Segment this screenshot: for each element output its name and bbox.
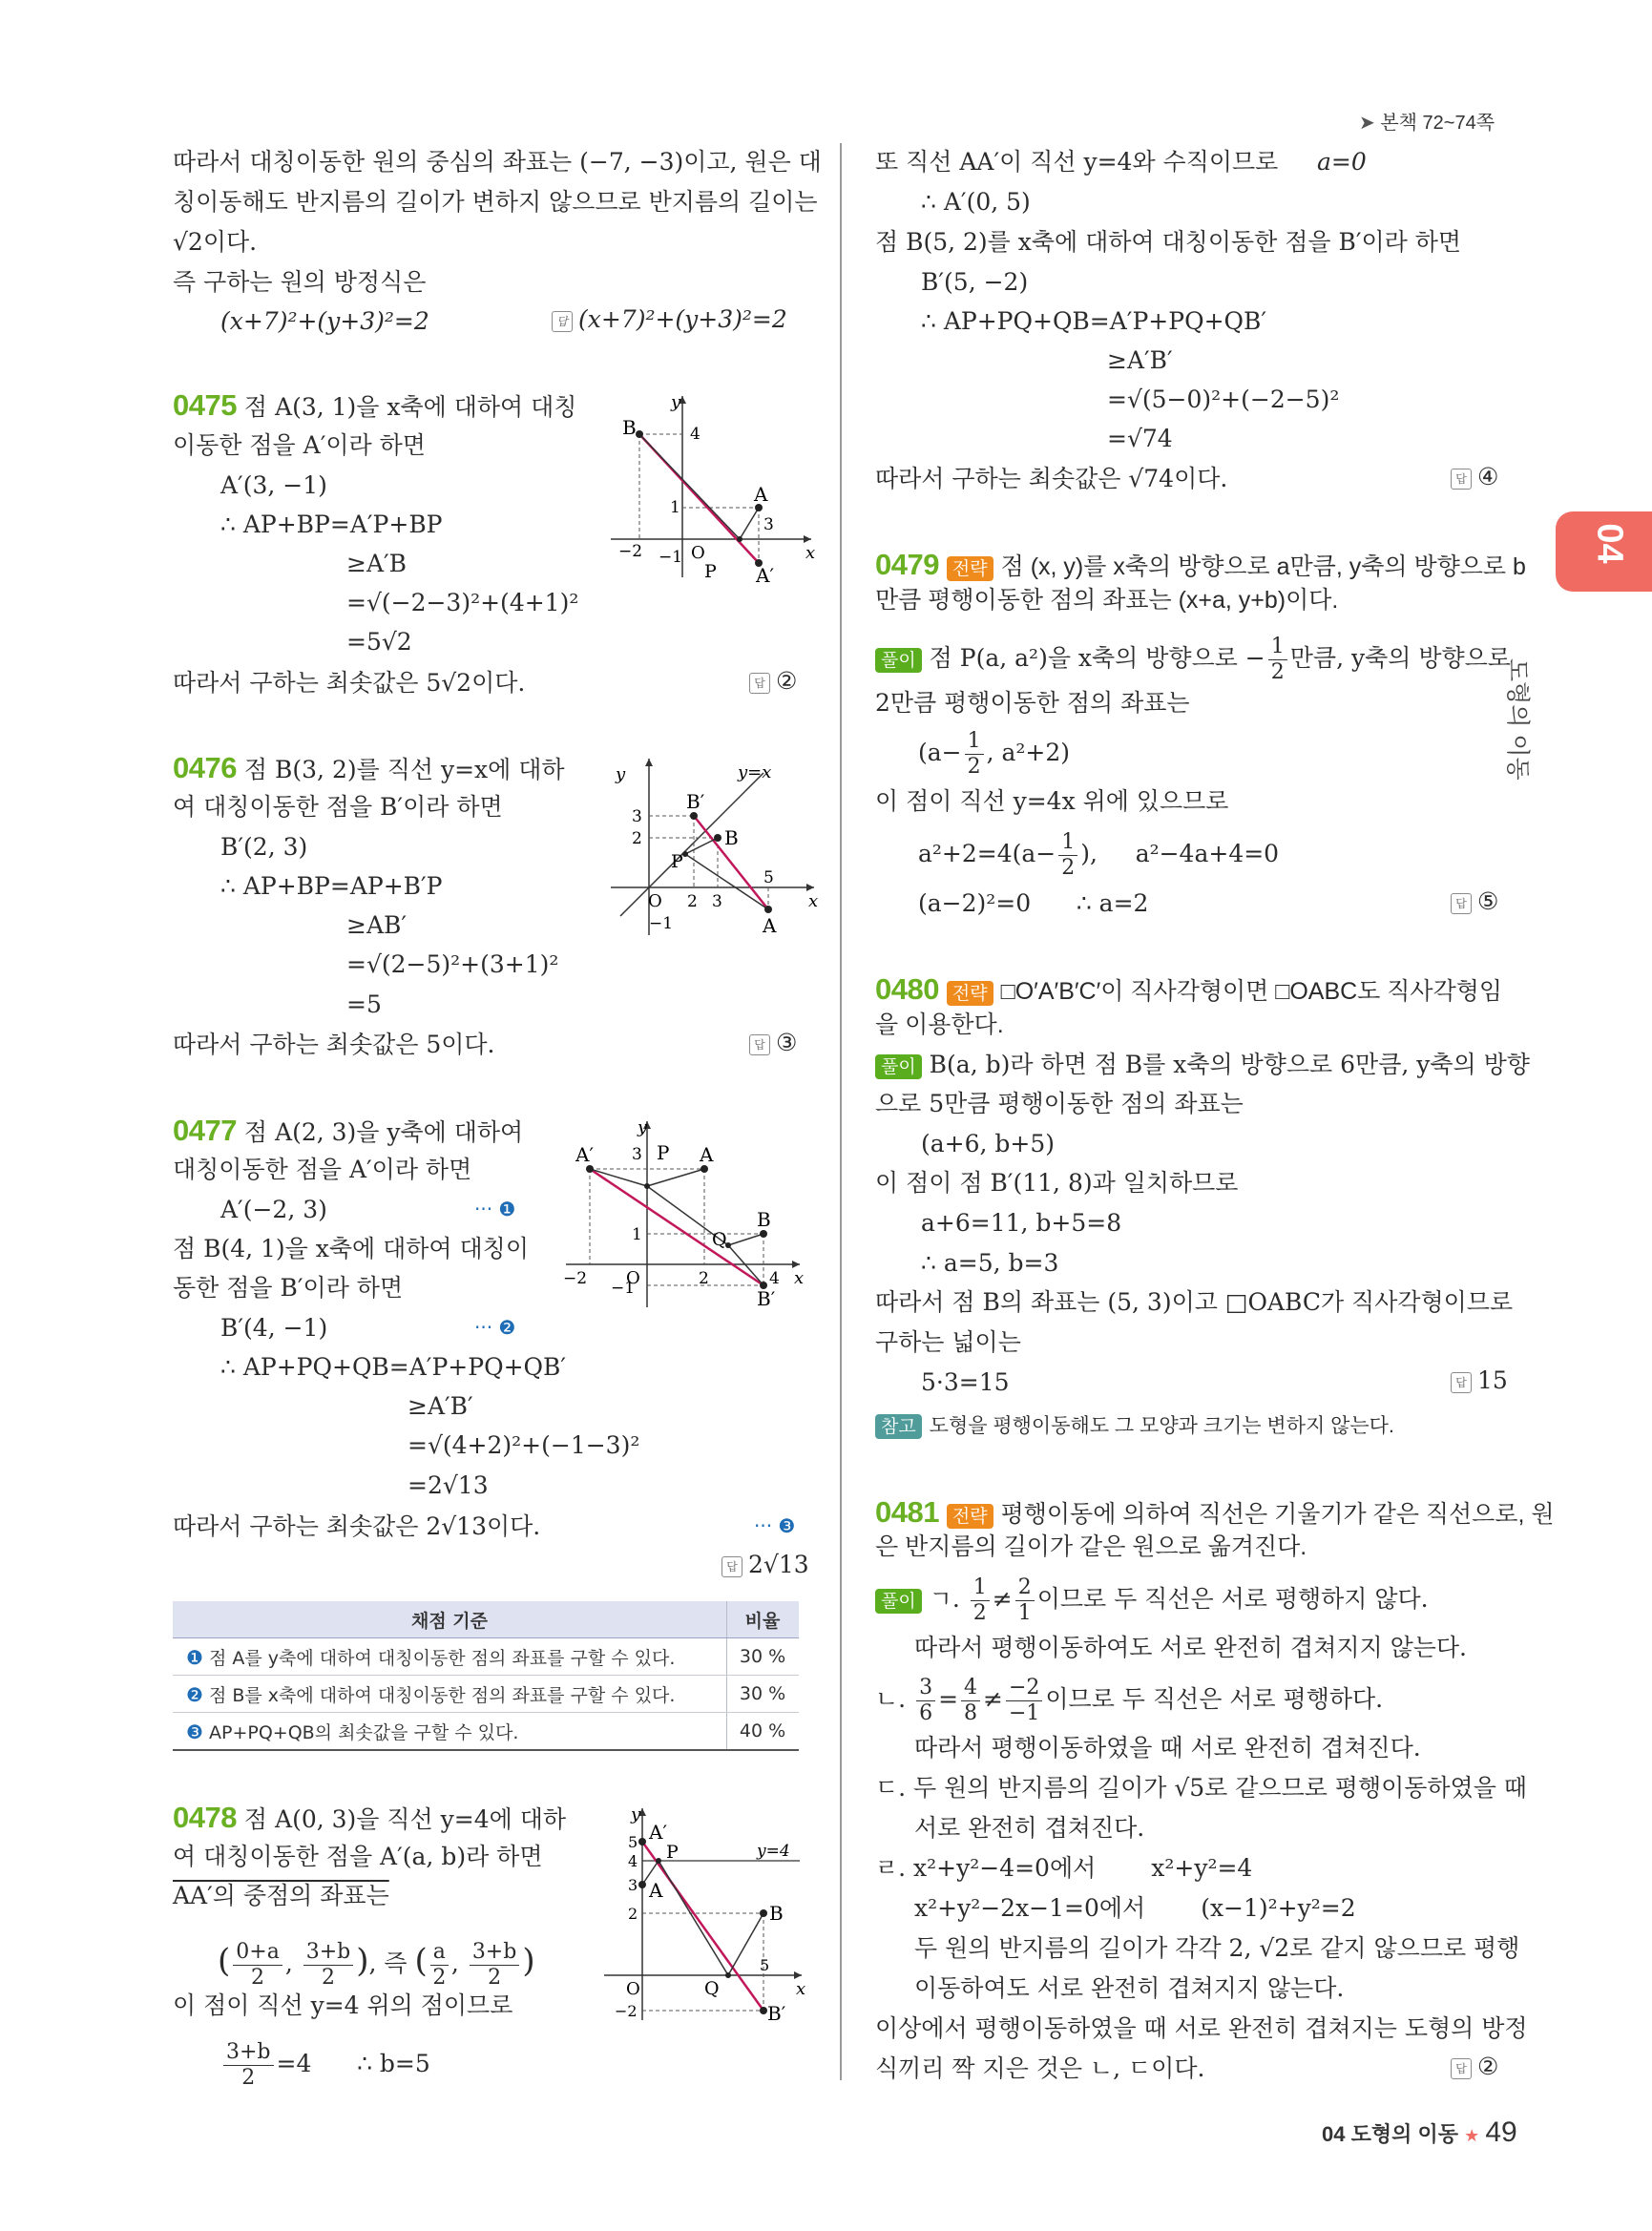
- svg-text:5: 5: [628, 1833, 638, 1851]
- problem-0480-note: 참고 도형을 평행이동해도 그 모양과 크기는 변하지 않는다.: [875, 1408, 1394, 1443]
- y-axis-label: y: [671, 392, 681, 412]
- problem-0475-figure: [601, 386, 821, 587]
- intro-line-4: 즉 구하는 원의 방정식은: [173, 268, 427, 296]
- svg-text:A′: A′: [575, 1143, 594, 1166]
- problem-0479-sol-5: a²+2=4(a− $\frac{1}{2}$ ), a²−4a+4=0: [918, 830, 1280, 880]
- problem-0479-sol-4: 이 점이 직선 y=4x 위에 있으므로: [875, 787, 1229, 815]
- cont-line-1: 또 직선 AA′이 직선 y=4와 수직이므로: [875, 148, 1279, 176]
- table-row: ❸ AP+PQ+QB의 최솟값을 구할 수 있다. 40 %: [173, 1713, 799, 1751]
- problem-0480-line-2: 을 이용한다.: [875, 1011, 1004, 1038]
- x-axis-label: x: [805, 543, 816, 563]
- svg-text:y: y: [631, 1804, 641, 1824]
- problem-0476-line-5: ≥AB′: [346, 911, 408, 939]
- svg-text:P: P: [657, 1141, 670, 1164]
- point-label-A-prime: A′: [756, 564, 774, 587]
- svg-text:B′: B′: [757, 1287, 776, 1310]
- svg-text:A: A: [700, 1143, 714, 1166]
- problem-0477-answer: 답 2√13: [721, 1551, 809, 1578]
- cont-line-6: ≥A′B′: [1107, 346, 1173, 374]
- step-marker-1: ··· ❶: [474, 1198, 516, 1220]
- problem-0477-line-5: 동한 점을 B′이라 하면: [173, 1274, 404, 1302]
- origin-label: O: [691, 543, 705, 563]
- svg-text:O: O: [626, 1268, 640, 1288]
- problem-0478-line-1: 0478 점 A(0, 3)을 직선 y=4에 대하: [173, 1801, 567, 1834]
- problem-0476-line-6: =√(2−5)²+(3+1)²: [346, 950, 559, 978]
- problem-0479-line-1: 0479 전략 점 (x, y)를 x축의 방향으로 a만큼, y축의 방향으로 b: [875, 548, 1526, 581]
- point-label-P: P: [704, 561, 717, 582]
- problem-0476-line-7: =5: [346, 990, 382, 1018]
- problem-0480-sol-1: 풀이 B(a, b)라 하면 점 B를 x축의 방향으로 6만큼, y축의 방향: [875, 1049, 1530, 1081]
- page-reference: ➤ 본책 72~74쪽: [1359, 113, 1495, 134]
- intro-line-2: 칭이동해도 반지름의 길이가 변하지 않으므로 반지름의 길이는: [173, 188, 818, 216]
- point-label-A: A: [754, 483, 768, 506]
- cont-line-9: 따라서 구하는 최솟값은 √74이다.: [875, 465, 1228, 492]
- svg-text:Q: Q: [712, 1229, 727, 1250]
- intro-line-3: √2이다.: [173, 228, 258, 256]
- table-header-ratio: 비율: [727, 1601, 800, 1638]
- cont-line-7: =√(5−0)²+(−2−5)²: [1107, 386, 1340, 413]
- svg-text:3: 3: [712, 892, 722, 911]
- svg-text:P: P: [671, 851, 683, 872]
- problem-0477-line-9: =√(4+2)²+(−1−3)²: [408, 1431, 640, 1459]
- problem-0475-line-5: ≥A′B: [346, 550, 408, 577]
- problem-0480-sol-6: ∴ a=5, b=3: [921, 1249, 1059, 1277]
- svg-text:B′: B′: [767, 2002, 786, 2025]
- svg-text:1: 1: [670, 498, 680, 517]
- problem-0477-line-11: 따라서 구하는 최솟값은 2√13이다.: [173, 1512, 541, 1540]
- problem-0479-line-2: 만큼 평행이동한 점의 좌표는 (x+a, y+b)이다.: [875, 587, 1339, 614]
- svg-text:x: x: [794, 1268, 805, 1288]
- point-label-B: B: [622, 416, 637, 439]
- problem-0481-sol-n1: ㄴ. $\frac{3}{6}$ = $\frac{4}{8}$ ≠ $\frac{-2}{-1}$ 이므로 두 직선은 서로 평행하다.: [875, 1676, 1384, 1725]
- svg-text:−1: −1: [611, 1279, 636, 1298]
- problem-0481-line-1: 0481 전략 평행이동에 의하여 직선은 기울기가 같은 직선으로, 원: [875, 1495, 1555, 1529]
- svg-text:−2: −2: [618, 542, 643, 561]
- problem-0475-line-6: =√(−2−3)²+(4+1)²: [346, 589, 579, 616]
- footer-chapter: 04 도형의 이동: [1322, 2122, 1458, 2146]
- svg-text:4: 4: [628, 1852, 638, 1870]
- svg-text:B′: B′: [686, 790, 705, 813]
- problem-0479-sol-3: (a− $\frac{1}{2}$ , a²+2): [918, 729, 1071, 779]
- problem-0479-sol-1: 풀이 점 P(a, a²)을 x축의 방향으로 − $\frac{1}{2}$ 만큼, y축의 방향으로: [875, 635, 1511, 685]
- problem-0477-line-10: =2√13: [408, 1471, 489, 1499]
- problem-0476-figure: [606, 749, 826, 945]
- problem-0477-line-3: A′(−2, 3): [220, 1196, 327, 1223]
- table-header-criteria: 채점 기준: [173, 1601, 727, 1638]
- cont-line-5: ∴ AP+PQ+QB=A′P+PQ+QB′: [921, 307, 1267, 335]
- svg-text:−2: −2: [615, 2002, 638, 2020]
- problem-0480-sol-2: 으로 5만큼 평행이동한 점의 좌표는: [875, 1090, 1244, 1117]
- intro-line-1: 따라서 대칭이동한 원의 중심의 좌표는 (−7, −3)이고, 원은 대: [173, 148, 822, 176]
- table-header-row: [173, 1601, 799, 1638]
- intro-answer: 답 (x+7)²+(y+3)²=2: [552, 305, 787, 333]
- problem-0481-sol-g2: 따라서 평행이동하여도 서로 완전히 겹쳐지지 않는다.: [914, 1634, 1467, 1661]
- star-icon: ★: [1464, 2126, 1480, 2145]
- cont-answer: 답 ④: [1451, 463, 1498, 490]
- problem-0480-sol-7: 따라서 점 B의 좌표는 (5, 3)이고 □OABC가 직사각형이므로: [875, 1288, 1514, 1316]
- problem-0481-sol-r3: 두 원의 반지름의 길이가 각각 2, √2로 같지 않으므로 평행: [914, 1934, 1520, 1962]
- chapter-tab-title: 도형의 이동: [1504, 658, 1531, 781]
- svg-text:2: 2: [699, 1269, 709, 1288]
- svg-text:1: 1: [632, 1225, 642, 1244]
- problem-0475-answer: 답 ②: [749, 667, 797, 695]
- problem-0481-sol-r4: 이동하여도 서로 완전히 겹쳐지지 않는다.: [914, 1974, 1345, 2002]
- problem-0478-line-3: AA′의 중점의 좌표는: [173, 1882, 389, 1909]
- note-tag: 참고: [875, 1414, 922, 1439]
- svg-text:y: y: [638, 1117, 648, 1137]
- problem-0477-line-6: B′(4, −1): [220, 1314, 328, 1342]
- cont-line-4: B′(5, −2): [921, 268, 1029, 296]
- svg-text:3: 3: [632, 807, 642, 826]
- problem-0475-line-2: 이동한 점을 A′이라 하면: [173, 431, 426, 459]
- svg-text:Q: Q: [704, 1978, 720, 1999]
- problem-0481-sol-e1: 이상에서 평행이동하였을 때 서로 완전히 겹쳐지는 도형의 방정: [875, 2014, 1528, 2042]
- problem-0479-sol-2: 2만큼 평행이동한 점의 좌표는: [875, 689, 1190, 717]
- svg-text:O: O: [648, 891, 662, 911]
- cont-line-1b: a=0: [1317, 148, 1367, 176]
- problem-0480-sol-4: 이 점이 점 B′(11, 8)과 일치하므로: [875, 1169, 1239, 1197]
- column-divider: [840, 143, 842, 2080]
- problem-0480-answer: 답 15: [1451, 1366, 1508, 1394]
- svg-text:B: B: [757, 1208, 771, 1231]
- table-row: ❷ 점 B를 x축에 대하여 대칭이동한 점의 좌표를 구할 수 있다. 30 %: [173, 1676, 799, 1713]
- svg-text:−1: −1: [649, 914, 674, 933]
- svg-text:−1: −1: [659, 548, 683, 567]
- problem-0480-sol-3: (a+6, b+5): [921, 1130, 1056, 1157]
- problem-0475-line-3: A′(3, −1): [220, 471, 327, 499]
- svg-text:3: 3: [632, 1145, 642, 1164]
- svg-text:y=4: y=4: [757, 1842, 790, 1861]
- problem-0477-line-2: 대칭이동한 점을 A′이라 하면: [173, 1156, 472, 1183]
- svg-text:3: 3: [763, 515, 774, 534]
- svg-text:A′: A′: [649, 1821, 667, 1844]
- svg-text:A: A: [763, 914, 777, 937]
- problem-0475-line-7: =5√2: [346, 628, 412, 656]
- svg-text:x: x: [796, 1979, 806, 1999]
- strategy-tag: 전략: [947, 556, 993, 581]
- problem-0481-sol-g1: 풀이 ㄱ. $\frac{1}{2}$ ≠ $\frac{2}{1}$ 이므로 두 직선은 서로 평행하지 않다.: [875, 1574, 1429, 1626]
- problem-0476-line-2: 여 대칭이동한 점을 B′이라 하면: [173, 793, 503, 821]
- problem-0477-line-8: ≥A′B′: [408, 1392, 473, 1420]
- problem-0480-sol-9: 5·3=15: [921, 1368, 1010, 1396]
- cont-line-2: ∴ A′(0, 5): [921, 188, 1031, 216]
- page-number: 49: [1485, 2116, 1517, 2148]
- svg-text:5: 5: [763, 868, 774, 887]
- problem-0481-sol-r2: x²+y²−2x−1=0에서 (x−1)²+y²=2: [914, 1894, 1356, 1922]
- svg-text:2: 2: [628, 1905, 638, 1923]
- problem-0476-line-8: 따라서 구하는 최솟값은 5이다.: [173, 1031, 495, 1058]
- problem-0476-answer: 답 ③: [749, 1029, 797, 1056]
- problem-0478-line-2: 여 대칭이동한 점을 A′(a, b)라 하면: [173, 1843, 543, 1870]
- svg-text:O: O: [626, 1979, 640, 1999]
- svg-text:5: 5: [760, 1956, 770, 1974]
- problem-0480-line-1: 0480 전략 □O′A′B′C′이 직사각형이면 □OABC도 직사각형임: [875, 972, 1503, 1006]
- step-marker-2: ··· ❷: [474, 1316, 516, 1339]
- problem-0481-answer: 답 ②: [1451, 2053, 1498, 2080]
- scoring-criteria-table: [173, 1601, 799, 1751]
- answer-marker: 답: [552, 311, 573, 332]
- problem-0476-line-3: B′(2, 3): [220, 833, 308, 861]
- problem-0481-sol-r1: ㄹ. x²+y²−4=0에서 x²+y²=4: [875, 1854, 1253, 1882]
- problem-0478-line-6: $\frac{3+b}{2}$ =4 ∴ b=5: [220, 2035, 430, 2093]
- svg-text:2: 2: [687, 892, 698, 911]
- problem-0481-sol-d2: 서로 완전히 겹쳐진다.: [914, 1814, 1145, 1842]
- svg-text:2: 2: [632, 829, 642, 848]
- problem-0478-midpoint: ( $\frac{0+a}{2}$ , $\frac{3+b}{2}$ ), 즉 ( $\frac{a}{2}$ , $\frac{3+b}{2}$ ): [218, 1940, 535, 1990]
- table-row: ❶ 점 A를 y축에 대하여 대칭이동한 점의 좌표를 구할 수 있다. 30 %: [173, 1638, 799, 1676]
- chapter-tab-number: 04: [1589, 523, 1630, 564]
- step-marker-3: ··· ❸: [754, 1514, 796, 1537]
- svg-text:3: 3: [628, 1876, 638, 1894]
- svg-text:y=x: y=x: [738, 762, 772, 782]
- svg-text:y: y: [616, 764, 626, 784]
- intro-equation: (x+7)²+(y+3)²=2: [220, 307, 429, 335]
- problem-0481-line-2: 은 반지름의 길이가 같은 원으로 옮겨진다.: [875, 1533, 1307, 1560]
- problem-0476-line-4: ∴ AP+BP=AP+B′P: [220, 872, 443, 900]
- problem-0480-sol-5: a+6=11, b+5=8: [921, 1209, 1122, 1237]
- problem-0475-line-4: ∴ AP+BP=A′P+BP: [220, 511, 443, 538]
- problem-0475-line-1: 0475 점 A(3, 1)을 x축에 대하여 대칭: [173, 388, 577, 422]
- problem-0481-sol-n2: 따라서 평행이동하였을 때 서로 완전히 겹쳐진다.: [914, 1734, 1421, 1762]
- svg-text:−2: −2: [563, 1269, 588, 1288]
- problem-0479-sol-6: (a−2)²=0 ∴ a=2: [918, 889, 1149, 917]
- problem-0477-figure: [561, 1112, 805, 1317]
- problem-0478-figure: [599, 1799, 809, 2028]
- problem-0481-sol-e2: 식끼리 짝 지은 것은 ㄴ, ㄷ이다.: [875, 2054, 1205, 2082]
- svg-text:4: 4: [690, 425, 701, 444]
- problem-0477-line-1: 0477 점 A(2, 3)을 y축에 대하여: [173, 1114, 524, 1147]
- svg-text:x: x: [808, 891, 819, 911]
- svg-text:B: B: [769, 1902, 784, 1925]
- problem-0476-line-1: 0476 점 B(3, 2)를 직선 y=x에 대하: [173, 751, 565, 784]
- svg-text:A: A: [649, 1879, 663, 1902]
- cont-line-3: 점 B(5, 2)를 x축에 대하여 대칭이동한 점을 B′이라 하면: [875, 228, 1462, 256]
- problem-number: 0475: [173, 388, 237, 422]
- solution-tag: 풀이: [875, 648, 922, 673]
- problem-0480-sol-8: 구하는 넓이는: [875, 1328, 1021, 1356]
- svg-text:B: B: [724, 826, 739, 849]
- cont-line-8: =√74: [1107, 425, 1173, 452]
- problem-0475-line-8: 따라서 구하는 최솟값은 5√2이다.: [173, 669, 526, 697]
- problem-0478-line-5: 이 점이 직선 y=4 위의 점이므로: [173, 1991, 513, 2019]
- problem-0477-line-4: 점 B(4, 1)을 x축에 대하여 대칭이: [173, 1235, 529, 1262]
- problem-0479-answer: 답 ⑤: [1451, 887, 1498, 915]
- problem-0477-line-7: ∴ AP+PQ+QB=A′P+PQ+QB′: [220, 1353, 567, 1381]
- problem-0481-sol-d1: ㄷ. 두 원의 반지름의 길이가 √5로 같으므로 평행이동하였을 때: [875, 1774, 1527, 1802]
- svg-text:4: 4: [769, 1269, 780, 1288]
- svg-text:P: P: [666, 1842, 679, 1863]
- page-footer: [1322, 2116, 1517, 2149]
